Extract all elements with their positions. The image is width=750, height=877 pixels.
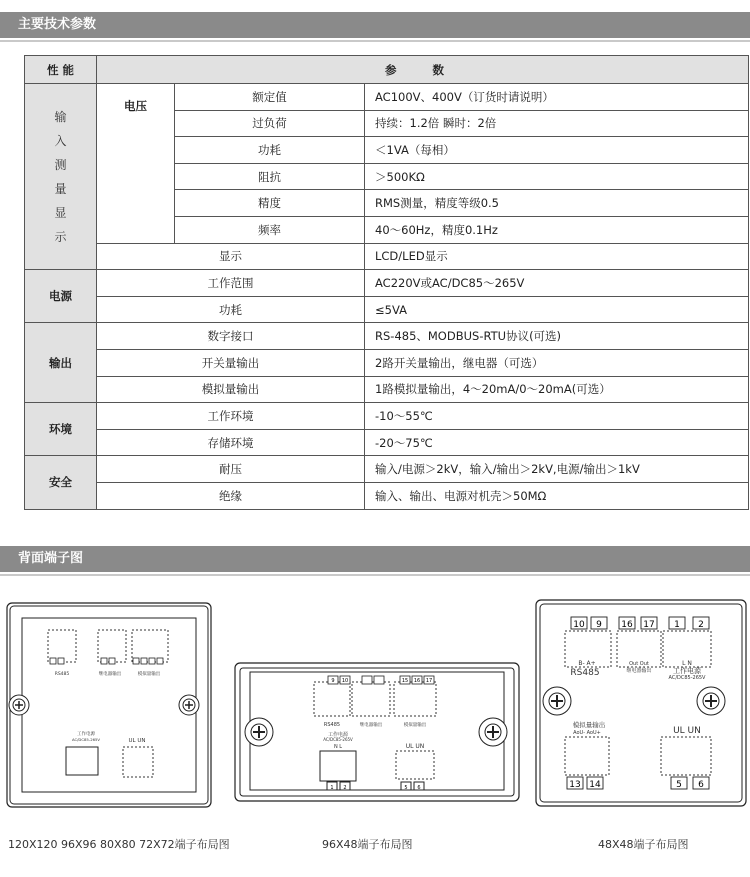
d3-terminal-label: 10 — [573, 620, 585, 630]
category-safety: 安全 — [25, 456, 97, 509]
table-row — [25, 482, 749, 509]
table-header-row — [25, 56, 749, 84]
param-name: 绝缘 — [97, 482, 365, 509]
left-mounting-screw-icon — [245, 718, 273, 746]
table-row — [25, 323, 749, 350]
table-row — [25, 296, 749, 323]
caption-48x48: 48X48端子布局图 — [598, 838, 689, 851]
terminal-diagram-96x48 — [234, 662, 520, 802]
param-name: 功耗 — [175, 137, 365, 164]
d1-power-spec: AC/DC85-265V — [71, 737, 101, 742]
d3-relay-pins: Out Out — [629, 661, 649, 667]
table-row — [25, 376, 749, 403]
param-value: ＞500KΩ — [365, 163, 749, 190]
param-name: 工作环境 — [97, 403, 365, 430]
d3-ba-label: B- A+ — [578, 660, 596, 667]
table-row — [25, 270, 749, 297]
param-value: ＜1VA（每相） — [365, 137, 749, 164]
d3-relay-label: 继电器输出 — [626, 668, 652, 674]
param-name: 显示 — [97, 243, 365, 270]
d3-terminal-label: 2 — [698, 620, 704, 630]
caption-120x120: 120X120 96X96 80X80 72X72端子布局图 — [8, 838, 230, 851]
d3-terminal-label: 17 — [643, 620, 655, 630]
table-row — [25, 429, 749, 456]
param-value: 持续：1.2倍 瞬时：2倍 — [365, 110, 749, 137]
param-name: 频率 — [175, 216, 365, 243]
d2-terminal-label: 16 — [413, 678, 421, 684]
terminal-section-title-bar — [0, 546, 750, 572]
sub-category-voltage: 电压 — [97, 84, 175, 244]
table-row — [25, 243, 749, 270]
param-value: 40～60Hz，精度0.1Hz — [365, 216, 749, 243]
d2-terminal-label: 5 — [404, 785, 408, 791]
header-parameters: 参 数 — [97, 56, 749, 84]
category-output: 输出 — [25, 323, 97, 403]
param-name: 数字接口 — [97, 323, 365, 350]
terminal-diagram-120x120 — [6, 602, 212, 808]
param-name: 工作范围 — [97, 270, 365, 297]
d3-ul-un-label: UL UN — [673, 726, 701, 736]
param-value: RS-485、MODBUS-RTU协议(可选) — [365, 323, 749, 350]
d2-ul-un-label: UL UN — [405, 743, 425, 750]
param-value: RMS测量，精度等级0.5 — [365, 190, 749, 217]
d3-terminal-label: 1 — [674, 620, 680, 630]
param-name: 存储环境 — [97, 429, 365, 456]
d1-power-label: 工作电源 — [77, 732, 95, 737]
param-value: 输入、输出、电源对机壳＞50MΩ — [365, 482, 749, 509]
header-performance: 性 能 — [25, 56, 97, 84]
d1-relay-label: 继电器输出 — [98, 672, 122, 677]
d3-rs485-label: RS485 — [570, 668, 600, 678]
d1-ul-un-label: UL UN — [128, 738, 146, 744]
d3-power-spec: AC/DC85-265V — [668, 675, 706, 681]
d3-power-label: 工作电源 — [673, 667, 701, 675]
d3-ln-label: L N — [682, 660, 692, 667]
param-value: 输入/电源＞2kV，输入/输出＞2kV,电源/输出＞1kV — [365, 456, 749, 483]
param-value: 1路模拟量输出，4～20mA/0～20mA(可选） — [365, 376, 749, 403]
param-value: AC220V或AC/DC85～265V — [365, 270, 749, 297]
d2-terminal-label: 2 — [343, 785, 347, 791]
d3-terminal-label: 9 — [596, 620, 602, 630]
d2-power-spec: AC/DC85-265V — [323, 737, 353, 742]
spec-section-title-bar — [0, 12, 750, 38]
param-value: 2路开关量输出，继电器（可选） — [365, 349, 749, 376]
right-mounting-screw-icon — [179, 695, 199, 715]
d3-analog-label: 模拟量输出 — [572, 721, 606, 729]
d2-terminal-label: 9 — [331, 678, 335, 684]
d2-terminal-label: 15 — [401, 678, 409, 684]
d2-analog-label: 模拟量输出 — [403, 723, 427, 728]
d2-rs485-label: RS485 — [323, 722, 341, 728]
caption-96x48: 96X48端子布局图 — [322, 838, 413, 851]
d2-terminal-label: 1 — [330, 785, 334, 791]
d3-terminal-label: 14 — [589, 780, 601, 790]
terminal-diagram-48x48 — [535, 599, 747, 807]
d3-terminal-label: 16 — [621, 620, 633, 630]
d2-relay-label: 继电器输出 — [359, 723, 383, 728]
param-value: AC100V、400V（订货时请说明） — [365, 84, 749, 111]
right-mounting-screw-icon — [697, 687, 725, 715]
param-name: 精度 — [175, 190, 365, 217]
param-name: 额定值 — [175, 84, 365, 111]
param-name: 过负荷 — [175, 110, 365, 137]
category-input-display: 输 入 测 量 显 示 — [25, 84, 97, 270]
param-value: LCD/LED显示 — [365, 243, 749, 270]
param-value: ≤5VA — [365, 296, 749, 323]
param-name: 阻抗 — [175, 163, 365, 190]
d1-analog-label: 模拟量输出 — [137, 672, 161, 677]
d3-terminal-label: 13 — [569, 780, 581, 790]
spec-table — [24, 55, 749, 510]
left-mounting-screw-icon — [543, 687, 571, 715]
d2-power-label: 工作电源 — [327, 732, 349, 738]
d2-terminal-label: 17 — [425, 678, 433, 684]
table-row — [25, 349, 749, 376]
left-mounting-screw-icon — [9, 695, 29, 715]
param-name: 耐压 — [97, 456, 365, 483]
table-row — [25, 403, 749, 430]
right-mounting-screw-icon — [479, 718, 507, 746]
category-environment: 环境 — [25, 403, 97, 456]
d2-terminal-label: 6 — [417, 785, 421, 791]
param-value: -20～75℃ — [365, 429, 749, 456]
table-row — [25, 84, 749, 111]
d3-terminal-label: 5 — [676, 780, 682, 790]
d3-terminal-label: 6 — [698, 780, 704, 790]
d3-analog-pins: AoU- AoU+ — [573, 730, 601, 736]
param-name: 功耗 — [97, 296, 365, 323]
param-name: 开关量输出 — [97, 349, 365, 376]
d2-ln-label: N L — [333, 744, 343, 750]
param-name: 模拟量输出 — [97, 376, 365, 403]
terminal-section-title: 背面端子图 — [18, 551, 84, 566]
spec-section-title: 主要技术参数 — [18, 17, 97, 32]
d2-terminal-label: 10 — [341, 678, 349, 684]
table-row — [25, 456, 749, 483]
category-power: 电源 — [25, 270, 97, 323]
d1-rs485-label: RS485 — [54, 672, 70, 677]
param-value: -10～55℃ — [365, 403, 749, 430]
